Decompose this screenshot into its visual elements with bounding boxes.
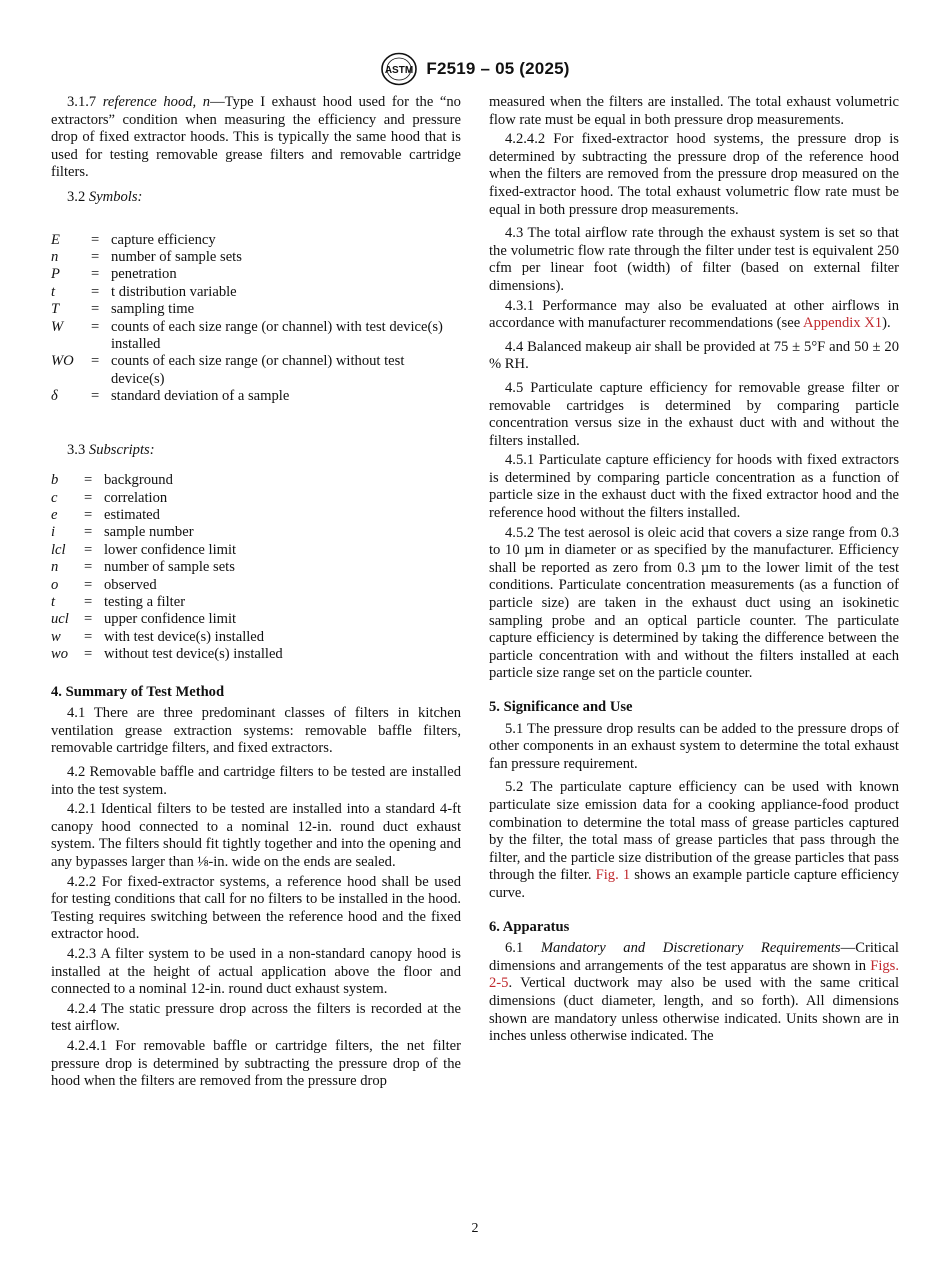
symbol-description: counts of each size range (or channel) with test device(s) installed — [111, 318, 443, 352]
symbol-equals: = — [91, 353, 100, 370]
symbol-description: capture efficiency — [111, 231, 216, 248]
section-4-5-2: 4.5.2 The test aerosol is oleic acid that covers a size range from 0.3 to 10 µm in diameter or as specified by the manufacturer. Efficiency shall be reported as zero from 0.3 µm to the lower limit of the test conditions. Particulate concentration measurements (as a function of particle size) are taken in the exhaust duct using an isokinetic sampling probe and an optical particle counter. The particulate capture efficiency is determined by taking the difference between the particle concentration with and without the filters installed at each particle size range set on the particle counter. — [489, 524, 899, 682]
symbol-equals: = — [91, 231, 100, 248]
subscript-description: number of sample sets — [104, 559, 235, 576]
section-3-2-title: 3.2 Symbols: — [67, 188, 143, 205]
section-5-1: 5.1 The pressure drop results can be added to the pressure drops of other components in an exhaust system to determine the total exhaust fan pressure requirement. — [489, 720, 899, 772]
section-4-1: 4.1 There are three predominant classes of filters in kitchen ventilation grease extraction systems: removable baffle filters, removable cartridge filters, and fixed extractors. — [51, 705, 461, 757]
symbol-symbol: P — [51, 266, 60, 283]
section-5-2: 5.2 The particulate capture efficiency can be used with known particulate size emission data for a cooking appliance-food product combination to determine the total mass of grease particles captured by the filter, the total mass of grease particles that pass through the filter, and the particle size distribution of the grease particles that pass through the filter. Fig. 1 shows an example particle capture efficiency curve. — [489, 779, 899, 901]
subscript-symbol: lcl — [51, 541, 66, 558]
subscript-row — [51, 542, 461, 559]
symbol-row — [51, 301, 461, 318]
subscript-description: without test device(s) installed — [104, 646, 283, 663]
section-4-2-2: 4.2.2 For fixed-extractor systems, a reference hood shall be used for testing conditions that call for no filters to be installed in the hood. Testing requires switching between the reference hood and the fixed extractor hood. — [51, 873, 461, 943]
symbol-description: counts of each size range (or channel) without test device(s) — [111, 353, 405, 387]
subscript-equals: = — [84, 489, 93, 506]
section-3-3-title: 3.3 Subscripts: — [67, 441, 155, 458]
subscript-symbol: c — [51, 489, 58, 506]
symbol-symbol: t — [51, 283, 56, 300]
fig-1-link[interactable]: Fig. 1 — [595, 867, 631, 884]
subscript-row — [51, 507, 461, 524]
section-4-3-1: 4.3.1 Performance may also be evaluated at other airflows in accordance with manufacturer recommendations (see Appendix X1). — [489, 297, 899, 332]
symbol-symbol: W — [51, 318, 64, 335]
subscript-row — [51, 594, 461, 611]
subscript-description: observed — [104, 576, 157, 593]
subscript-description: testing a filter — [104, 594, 186, 611]
symbol-symbol: T — [51, 301, 60, 318]
subscript-row — [51, 629, 461, 646]
subscript-description: background — [104, 472, 173, 489]
symbol-symbol: WO — [51, 353, 74, 370]
astm-logo-text: ASTM — [385, 65, 414, 76]
header-inner — [380, 52, 569, 86]
subscript-description: lower confidence limit — [104, 541, 237, 558]
section-5-heading: 5. Significance and Use — [489, 699, 633, 715]
symbol-description: t distribution variable — [111, 283, 237, 300]
symbol-row — [51, 388, 461, 405]
subscript-equals: = — [84, 559, 93, 576]
subscript-symbol: o — [51, 576, 59, 593]
symbol-symbol: E — [51, 231, 60, 248]
subscript-row — [51, 646, 461, 663]
subscript-description: with test device(s) installed — [104, 628, 265, 645]
document-designation: F2519 – 05 (2025) — [426, 59, 570, 79]
right-column — [489, 94, 899, 1046]
symbol-row — [51, 353, 461, 388]
symbol-row — [51, 319, 461, 354]
subscript-description: upper confidence limit — [104, 611, 237, 628]
subscript-symbol: wo — [51, 646, 69, 663]
subscript-equals: = — [84, 541, 93, 558]
section-4-2-1: 4.2.1 Identical filters to be tested are installed into a standard 4-ft canopy hood connected to a nominal 12-in. round duct exhaust system. The filters should fit tightly together and into the opening and any bypasses larger than ⅛-in. wide on the ends are sealed. — [51, 801, 461, 871]
figs-2-5-link[interactable]: Figs. 2-5 — [489, 957, 899, 992]
section-4-4: 4.4 Balanced makeup air shall be provided at 75 ± 5°F and 50 ± 20 % RH. — [489, 338, 899, 373]
subscript-equals: = — [84, 472, 93, 489]
symbol-symbol: δ — [51, 388, 58, 405]
subscripts-table — [51, 472, 461, 663]
symbol-description: number of sample sets — [111, 248, 242, 265]
subscript-description: correlation — [104, 489, 168, 506]
symbol-description: sampling time — [111, 301, 195, 318]
subscript-description: estimated — [104, 507, 160, 524]
subscript-symbol: n — [51, 559, 59, 576]
section-4-5-1: 4.5.1 Particulate capture efficiency for hoods with fixed extractors is determined by comparing particle concentration as a function of particle size in the exhaust duct with the fixed extractor hood and the reference hood without the filters installed. — [489, 452, 899, 522]
section-4-3: 4.3 The total airflow rate through the exhaust system is set so that the volumetric flow rate through the filter under test is equivalent 250 cfm per linear foot (width) of filter (based on external filter dimensions). — [489, 225, 899, 294]
subscript-row — [51, 524, 461, 541]
subscript-equals: = — [84, 628, 93, 645]
section-6-1: 6.1 Mandatory and Discretionary Requirements—Critical dimensions and arrangements of the test apparatus are shown in Figs. 2-5. Vertical ductwork may also be used with the same critical dimensions (duct diameter, length, and so forth). All dimensions shown are mandatory unless otherwise indicated. Units shown are in inches unless otherwise indicated. The — [489, 940, 899, 1045]
subscript-row — [51, 611, 461, 628]
page-header — [0, 52, 950, 86]
subscript-description: sample number — [104, 524, 194, 541]
subscript-row — [51, 490, 461, 507]
subscript-equals: = — [84, 576, 93, 593]
section-4-2-4-2: 4.2.4.2 For fixed-extractor hood systems, the pressure drop is determined by subtracting the pressure drop of the reference hood when the filters are removed from the pressure drop measured on the fixed-extractor hood. The total exhaust volumetric flow rate must be equal in both pressure drop measurements. — [489, 131, 899, 218]
subscript-row — [51, 577, 461, 594]
subscript-symbol: e — [51, 507, 58, 524]
symbol-row — [51, 249, 461, 266]
appendix-x1-link[interactable]: Appendix X1 — [803, 315, 883, 332]
subscript-symbol: b — [51, 472, 59, 489]
subscript-symbol: w — [51, 628, 61, 645]
section-6-heading: 6. Apparatus — [489, 918, 570, 935]
subscript-equals: = — [84, 646, 93, 663]
subscript-equals: = — [84, 507, 93, 524]
symbol-equals: = — [91, 388, 100, 405]
symbol-symbol: n — [51, 248, 59, 265]
section-4-2-4: 4.2.4 The static pressure drop across the filters is recorded at the test airflow. — [51, 1000, 461, 1035]
subscript-symbol: ucl — [51, 611, 69, 628]
subscript-equals: = — [84, 524, 93, 541]
section-3-1-7: 3.1.7 reference hood, n—Type I exhaust hood used for the “no extractors” condition when measuring the efficiency and pressure drop of fixed extractor hoods. This is typically the same hood that is used for testing removable grease filters and removable cartridge filters. — [51, 94, 461, 181]
term-mandatory-requirements: Mandatory and Discretionary Requirements — [540, 940, 841, 957]
symbol-equals: = — [91, 266, 100, 283]
symbol-description: penetration — [111, 266, 177, 283]
subscript-equals: = — [84, 594, 93, 611]
subscript-symbol: i — [51, 524, 56, 541]
section-4-2-4-1-continued: measured when the filters are installed. The total exhaust volumetric flow rate must be equal in both pressure drop measurements. — [489, 94, 899, 128]
symbol-equals: = — [91, 301, 100, 318]
symbol-row — [51, 266, 461, 283]
symbol-equals: = — [91, 248, 100, 265]
left-column — [51, 94, 461, 1091]
section-4-5: 4.5 Particulate capture efficiency for removable grease filter or removable cartridges is determined by comparing particle concentration versus size in the exhaust duct with and without the filters installed. — [489, 379, 899, 449]
subscript-equals: = — [84, 611, 93, 628]
section-4-2-4-1: 4.2.4.1 For removable baffle or cartridge filters, the net filter pressure drop is determined by subtracting the pressure drop of the hood when the filters are removed from the pressure drop — [51, 1037, 461, 1090]
subscript-row — [51, 559, 461, 576]
symbol-equals: = — [91, 283, 100, 300]
symbols-table — [51, 232, 461, 406]
symbol-row — [51, 232, 461, 249]
astm-logo-icon — [380, 52, 418, 86]
symbol-description: standard deviation of a sample — [111, 388, 290, 405]
section-4-heading: 4. Summary of Test Method — [51, 683, 225, 700]
symbol-row — [51, 284, 461, 301]
subscript-row — [51, 472, 461, 489]
symbol-equals: = — [91, 318, 100, 335]
term-reference-hood: reference hood, n — [102, 94, 211, 110]
section-4-2-3: 4.2.3 A filter system to be used in a non-standard canopy hood is installed at the height of actual application above the floor and connected to a nominal 12-in. round duct exhaust system. — [51, 946, 461, 998]
subscript-symbol: t — [51, 594, 56, 611]
page-number: 2 — [471, 1221, 479, 1236]
section-4-2: 4.2 Removable baffle and cartridge filters to be tested are installed into the test system. — [51, 764, 461, 798]
